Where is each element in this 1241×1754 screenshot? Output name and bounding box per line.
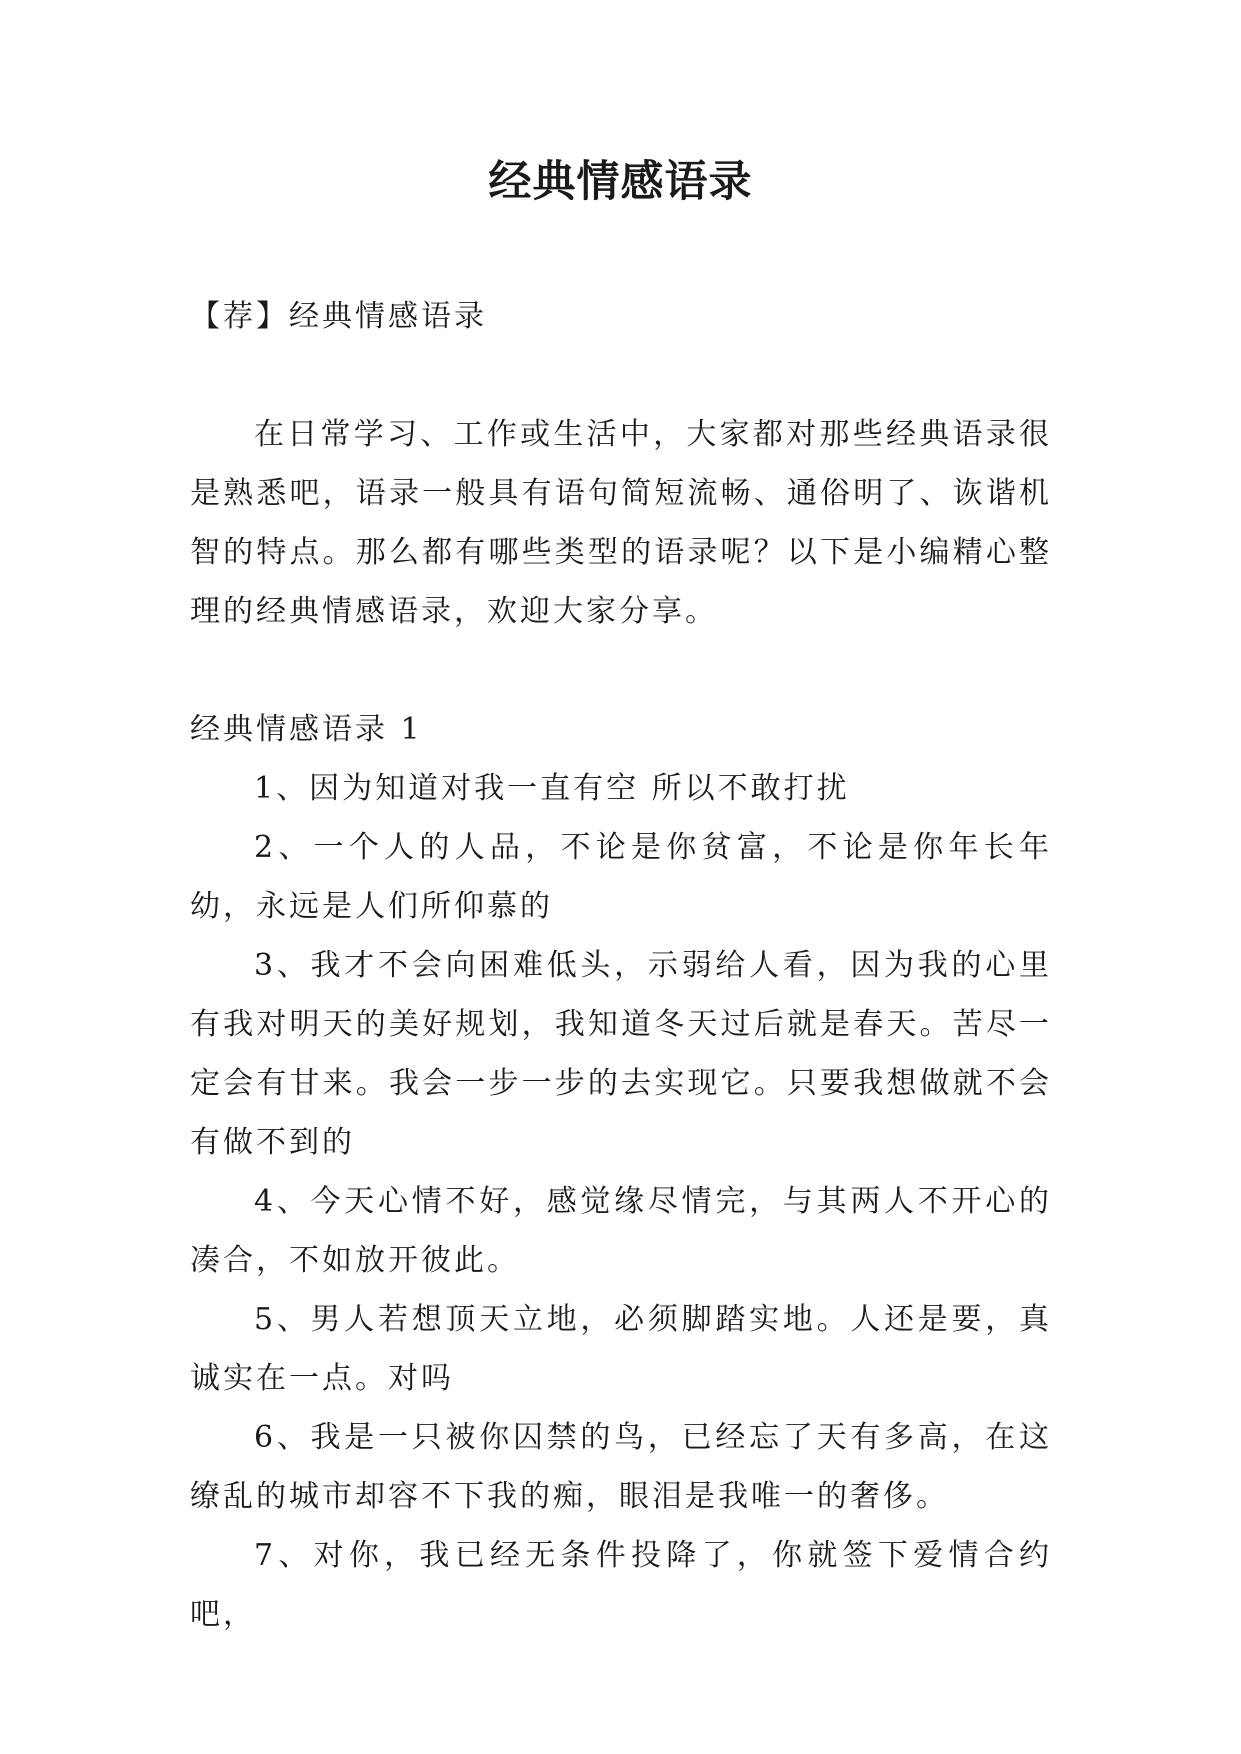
document-body	[190, 287, 1052, 1644]
quote-item: 7、对你，我已经无条件投降了，你就签下爱情合约吧，	[190, 1538, 1052, 1632]
page-title: 经典情感语录	[488, 157, 753, 207]
quote-item: 3、我才不会向困难低头，示弱给人看，因为我的心里有我对明天的美好规划，我知道冬天过后就是春天。苦尽一定会有甘来。我会一步一步的去实现它。只要我想做就不会有做不到的	[190, 948, 1052, 1160]
document-subtitle: 【荐】经典情感语录	[190, 299, 487, 334]
quote-item: 2、一个人的人品，不论是你贫富，不论是你年长年幼，永远是人们所仰慕的	[190, 830, 1052, 924]
intro-paragraph: 在日常学习、工作或生活中，大家都对那些经典语录很是熟悉吧，语录一般具有语句简短流畅、通俗明了、诙谐机智的特点。那么都有哪些类型的语录呢？以下是小编精心整理的经典情感语录，欢迎大家分享。	[190, 417, 1052, 629]
quote-item: 5、男人若想顶天立地，必须脚踏实地。人还是要，真诚实在一点。对吗	[190, 1302, 1052, 1396]
quote-item: 6、我是一只被你囚禁的鸟，已经忘了天有多高，在这缭乱的城市却容不下我的痴，眼泪是我唯一的奢侈。	[190, 1420, 1052, 1514]
section-heading: 经典情感语录 1	[190, 712, 423, 747]
quote-item: 1、因为知道对我一直有空 所以不敢打扰	[254, 771, 850, 806]
quote-item: 4、今天心情不好，感觉缘尽情完，与其两人不开心的凑合，不如放开彼此。	[190, 1184, 1052, 1278]
